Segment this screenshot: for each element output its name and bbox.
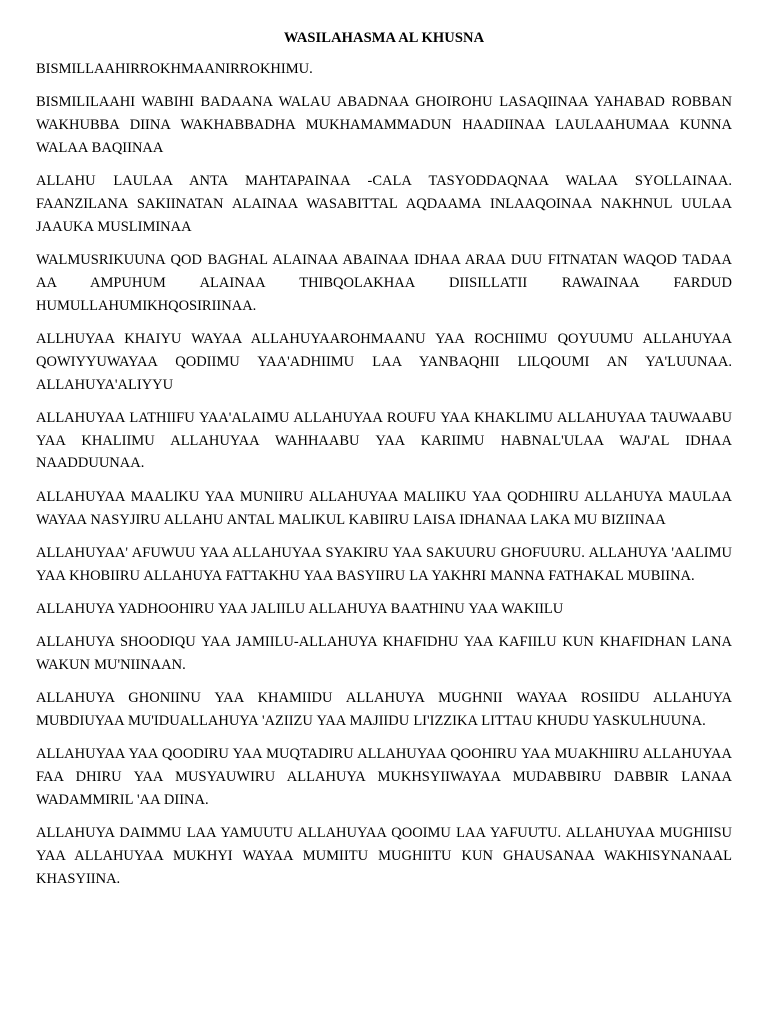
paragraph-11: ALLAHUYA GHONIINU YAA KHAMIIDU ALLAHUYA MUGHNII WAYAA ROSIIDU ALLAHUYA MUBDIUYAA MU'IDUALLAHUYA 'AZIIZU YAA MAJIIDU LI'IZZIKA LITTAU KHUDU YASKULHUUNA. [36, 690, 732, 730]
paragraph-7: ALLAHUYAA MAALIKU YAA MUNIIRU ALLAHUYAA MALIIKU YAA QODHIIRU ALLAHUYA MAULAA WAYAA NASYJIRU ALLAHU ANTAL MALIKUL KABIIRU LAISA IDHANAA LAKA MU BIZIINAA [36, 488, 732, 528]
paragraph-5: ALLHUYAA KHAIYU WAYAA ALLAHUYAAROHMAANU YAA ROCHIIMU QOYUUMU ALLAHUYAA QOWIYYUWAYAA QODIIMU YAA'ADHIIMU LAA YANBAQHII LILQOUMI AN YA'LUUNAA. ALLAHUYA'ALIYYU [36, 330, 732, 393]
paragraph-4: WALMUSRIKUUNA QOD BAGHAL ALAINAA ABAINAA IDHAA ARAA DUU FITNATAN WAQOD TADAA AA AMPUHUM ALAINAA THIBQOLAKHAA DIISILLATII RAWAINAA FARDUD HUMULLAHUMIKHQOSIRIINAA. [36, 252, 732, 314]
paragraph-2: BISMILILAAHI WABIHI BADAANA WALAU ABADNAA GHOIROHU LASAQIINAA YAHABAD ROBBAN WAKHUBBA DIINA WAKHABBADHA MUKHAMAMMADUN HAADIINAA LAULAAHUMAA KUNNA WALAA BAQIINAA [36, 94, 732, 156]
paragraph-6: ALLAHUYAA LATHIIFU YAA'ALAIMU ALLAHUYAA ROUFU YAA KHAKLIMU ALLAHUYAA TAUWAABU YAA KHALIIMU ALLAHUYAA WAHHAABU YAA KARIIMU HABNAL'ULAA WAJ'AL IDHAA NAADDUUNAA. [36, 409, 732, 472]
paragraph-12: ALLAHUYAA YAA QOODIRU YAA MUQTADIRU ALLAHUYAA QOOHIRU YAA MUAKHIIRU ALLAHUYAA FAA DHIRU YAA MUSYAUWIRU ALLAHUYA MUKHSYIIWAYAA MUDABBIRU DABBIR LANAA WADAMMIRIL 'AA DIINA. [36, 746, 732, 809]
paragraph-10: ALLAHUYA SHOODIQU YAA JAMIILU-ALLAHUYA KHAFIDHU YAA KAFIILU KUN KHAFIDHAN LANA WAKUN MU'NIINAAN. [36, 634, 732, 674]
document-page [36, 28, 732, 901]
paragraph-1: BISMILLAAHIRROKHMAANIRROKHIMU. [36, 61, 313, 77]
paragraph-9: ALLAHUYA YADHOOHIRU YAA JALIILU ALLAHUYA BAATHINU YAA WAKIILU [36, 600, 564, 617]
document-title: WASILAHASMA AL KHUSNA [283, 30, 485, 46]
paragraph-3: ALLAHU LAULAA ANTA MAHTAPAINAA -CALA TASYODDAQNAA WALAA SYOLLAINAA. FAANZILANA SAKIINATAN ALAINAA WASABITTAL AQDAAMA INLAAQOINAA NAKHNUL UULAA JAAUKA MUSLIMINAA [36, 173, 732, 235]
paragraph-13: ALLAHUYA DAIMMU LAA YAMUUTU ALLAHUYAA QOOIMU LAA YAFUUTU. ALLAHUYAA MUGHIISU YAA ALLAHUYAA MUKHYI WAYAA MUMIITU MUGHIITU KUN GHAUSANAA WAKHISYNANAAL KHASYIINA. [36, 825, 732, 887]
paragraph-8: ALLAHUYAA' AFUWUU YAA ALLAHUYAA SYAKIRU YAA SAKUURU GHOFUURU. ALLAHUYA 'AALIMU YAA KHOBIIRU ALLAHUYA FATTAKHU YAA BASYIIRU LA YAKHRI MANNA FATHAKAL MUBIINA. [36, 544, 732, 584]
